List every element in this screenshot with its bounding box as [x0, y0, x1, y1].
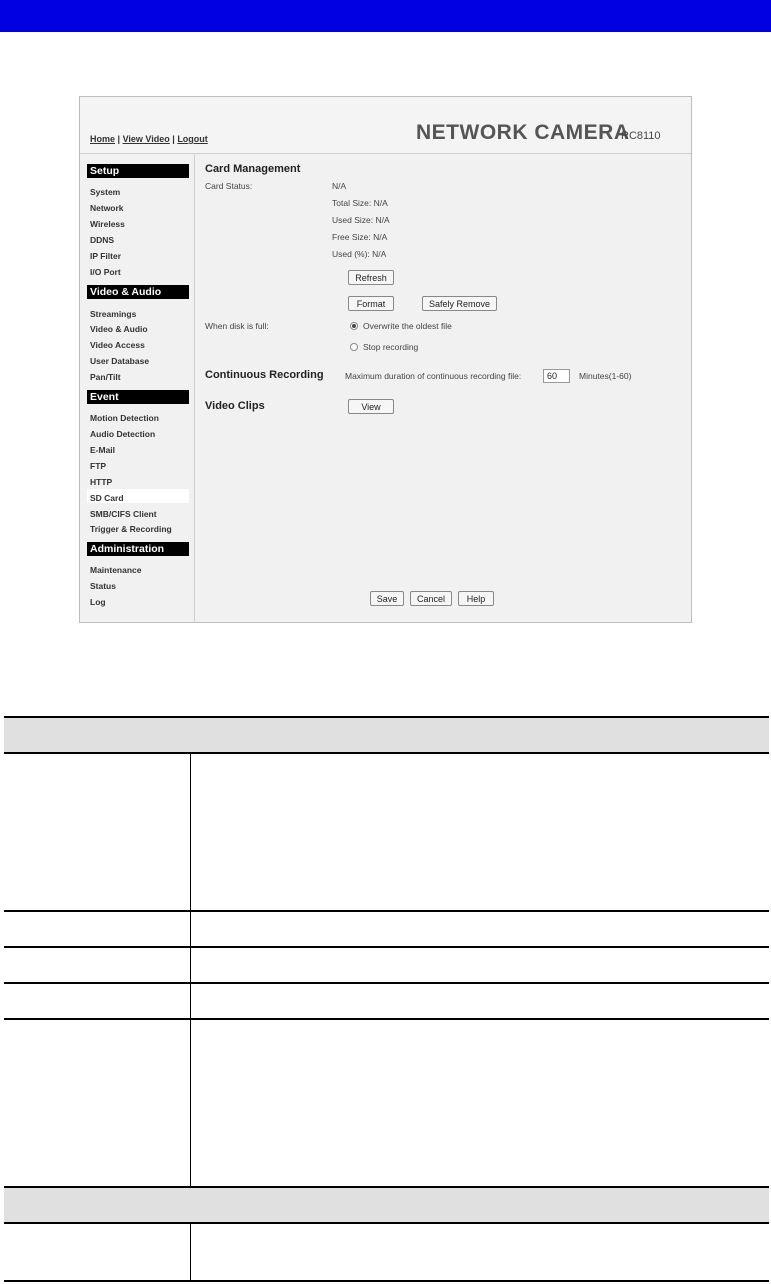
- sidebar-item-email[interactable]: E-Mail: [90, 445, 116, 455]
- overwrite-label: Overwrite the oldest file: [363, 321, 452, 331]
- used-size: Used Size: N/A: [332, 215, 390, 225]
- used-percent: Used (%): N/A: [332, 249, 387, 259]
- max-duration-unit: Minutes(1-60): [579, 371, 632, 381]
- sidebar-item-motion-detection[interactable]: Motion Detection: [90, 413, 159, 423]
- table-row: [4, 983, 769, 1019]
- top-links: Home | View Video | Logout: [90, 134, 208, 144]
- content-panel: [200, 154, 690, 622]
- camera-settings-screenshot: [79, 96, 692, 623]
- sidebar-item-io-port[interactable]: I/O Port: [90, 267, 121, 277]
- section-setup: Setup: [87, 164, 189, 178]
- card-status-value: N/A: [332, 181, 347, 191]
- free-size: Free Size: N/A: [332, 232, 388, 242]
- sidebar: [80, 154, 195, 622]
- sidebar-item-sd-card[interactable]: SD Card: [90, 493, 124, 503]
- table-row: [4, 1019, 769, 1187]
- sidebar-item-video-access[interactable]: Video Access: [90, 340, 145, 350]
- sidebar-item-audio-detection[interactable]: Audio Detection: [90, 429, 156, 439]
- sidebar-item-system[interactable]: System: [90, 187, 121, 197]
- max-duration-label: Maximum duration of continuous recording file:: [345, 371, 522, 381]
- sidebar-item-ip-filter[interactable]: IP Filter: [90, 251, 122, 261]
- view-video-link[interactable]: View Video: [122, 134, 170, 144]
- description-table: [4, 716, 769, 1282]
- view-button[interactable]: View: [348, 399, 394, 414]
- table-row: [4, 1223, 769, 1281]
- max-duration-input[interactable]: 60: [543, 369, 570, 383]
- refresh-button[interactable]: Refresh: [348, 270, 394, 285]
- section-video-audio: Video & Audio: [87, 285, 189, 299]
- sidebar-item-ftp[interactable]: FTP: [90, 461, 107, 471]
- sidebar-item-streamings[interactable]: Streamings: [90, 309, 137, 319]
- table-row: [4, 753, 769, 911]
- sidebar-item-ddns[interactable]: DDNS: [90, 235, 115, 245]
- sidebar-item-http[interactable]: HTTP: [90, 477, 113, 487]
- sidebar-item-maintenance[interactable]: Maintenance: [90, 565, 142, 575]
- model-number: RC8110: [621, 130, 661, 142]
- card-status-label: Card Status:: [205, 181, 253, 191]
- cancel-button[interactable]: Cancel: [410, 591, 452, 606]
- overwrite-radio[interactable]: [350, 322, 358, 330]
- top-banner: [0, 0, 771, 32]
- video-clips-title: Video Clips: [205, 400, 265, 412]
- table-header-row: [4, 1187, 769, 1223]
- frame-header: [80, 97, 691, 154]
- card-management-title: Card Management: [205, 163, 301, 175]
- table-row: [4, 947, 769, 983]
- sidebar-item-wireless[interactable]: Wireless: [90, 219, 125, 229]
- sidebar-item-video-audio[interactable]: Video & Audio: [90, 324, 148, 334]
- sidebar-item-user-database[interactable]: User Database: [90, 356, 150, 366]
- disk-full-label: When disk is full:: [205, 321, 269, 331]
- stop-recording-radio[interactable]: [350, 343, 358, 351]
- sidebar-item-pan-tilt[interactable]: Pan/Tilt: [90, 372, 121, 382]
- section-event: Event: [87, 390, 189, 404]
- total-size: Total Size: N/A: [332, 198, 388, 208]
- table-header-row: [4, 717, 769, 753]
- format-button[interactable]: Format: [348, 296, 394, 311]
- sidebar-item-smb-cifs-client[interactable]: SMB/CIFS Client: [90, 509, 157, 519]
- brand-title: NETWORK CAMERA: [416, 121, 630, 144]
- sidebar-item-log[interactable]: Log: [90, 597, 106, 607]
- home-link[interactable]: Home: [90, 134, 116, 144]
- table-row: [4, 911, 769, 947]
- sidebar-item-status[interactable]: Status: [90, 581, 116, 591]
- save-button[interactable]: Save: [370, 591, 404, 606]
- sidebar-item-network[interactable]: Network: [90, 203, 124, 213]
- section-administration: Administration: [87, 542, 189, 556]
- sidebar-item-trigger-recording[interactable]: Trigger & Recording: [90, 524, 172, 534]
- logout-link[interactable]: Logout: [177, 134, 208, 144]
- continuous-recording-title: Continuous Recording: [205, 369, 324, 381]
- safely-remove-button[interactable]: Safely Remove: [422, 296, 497, 311]
- stop-recording-label: Stop recording: [363, 342, 419, 352]
- help-button[interactable]: Help: [458, 591, 494, 606]
